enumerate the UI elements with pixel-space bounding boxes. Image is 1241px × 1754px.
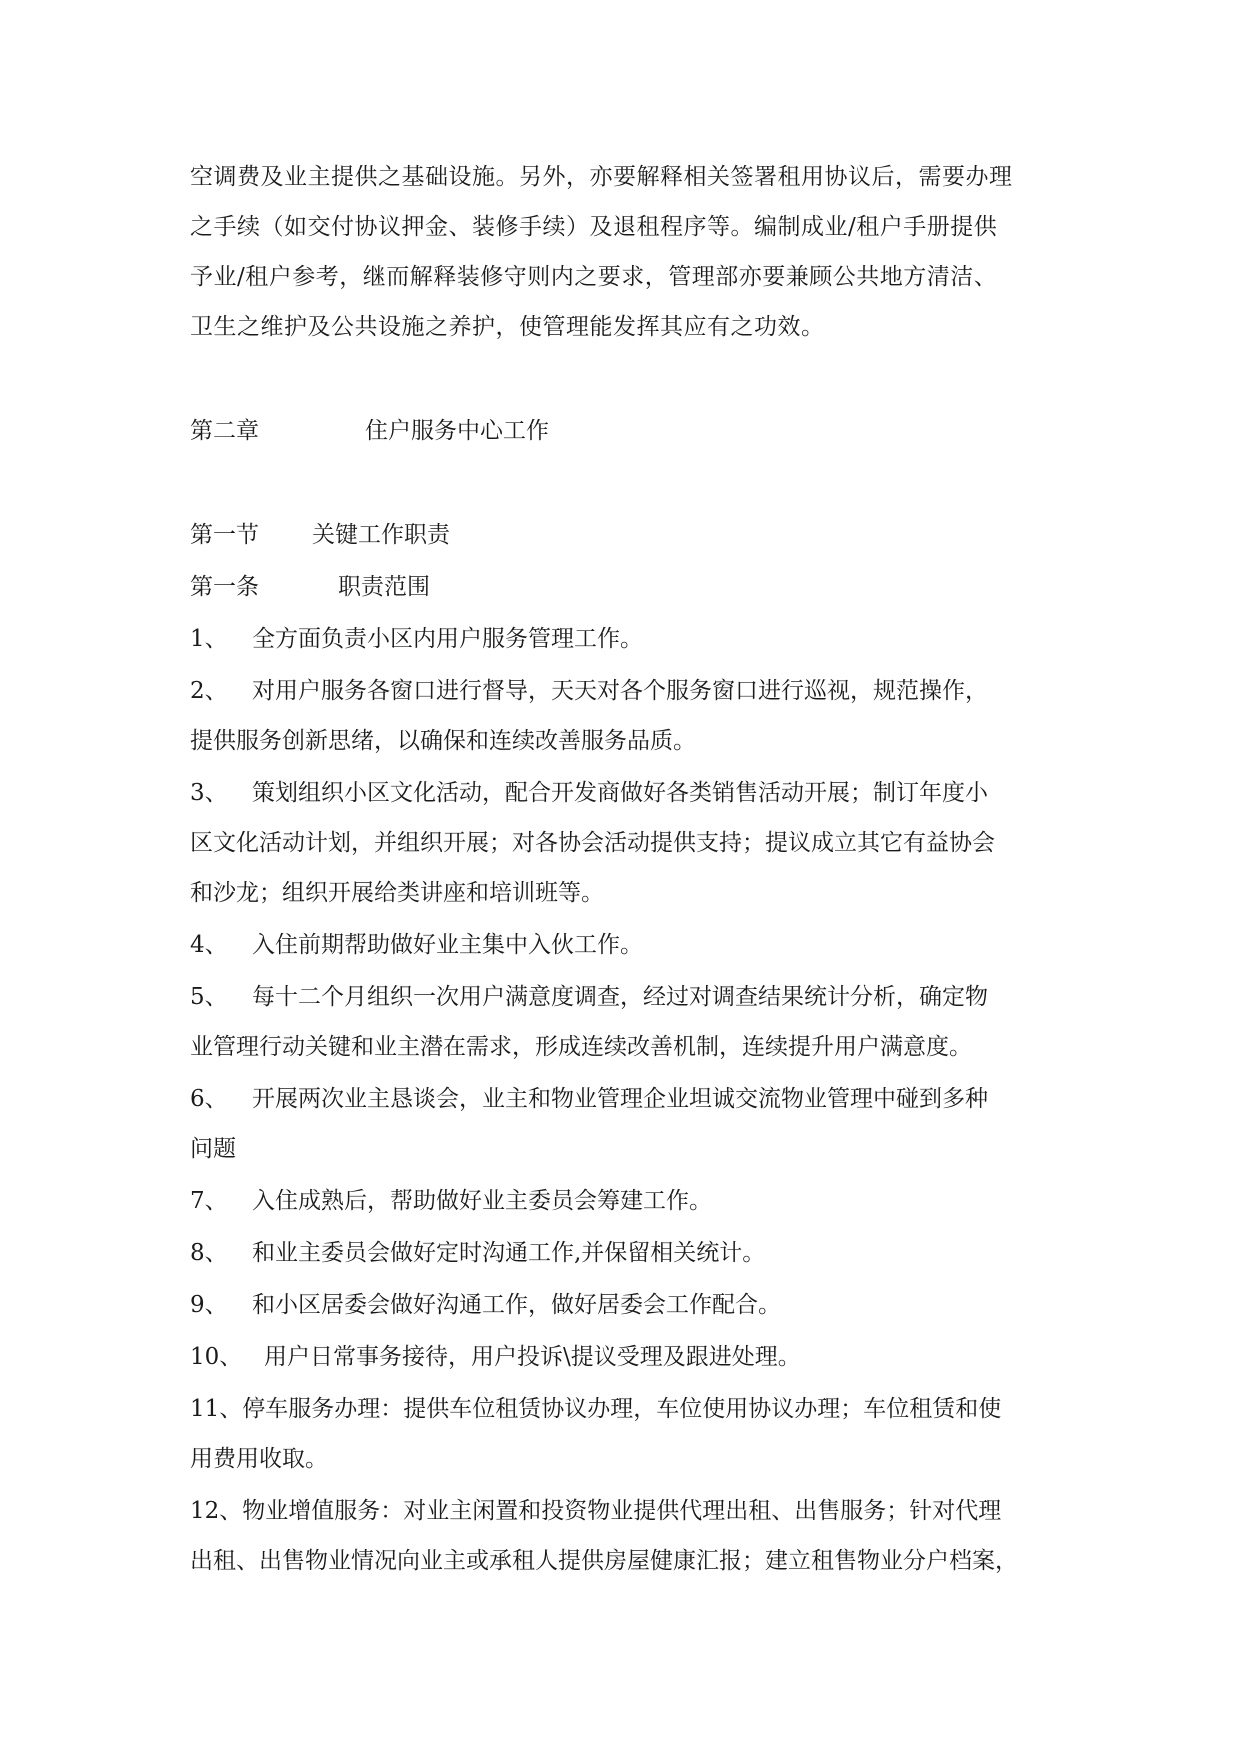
list-item bbox=[190, 1238, 1070, 1268]
item-continuation: 问题 bbox=[190, 1136, 236, 1162]
item-continuation: 用费用收取。 bbox=[190, 1446, 328, 1472]
item-number: 9、 bbox=[190, 1292, 228, 1318]
section-heading bbox=[190, 520, 450, 550]
intro-line: 予业/租户参考，继而解释装修守则内之要求，管理部亦要兼顾公共地方清洁、 bbox=[190, 264, 998, 290]
item-text: 策划组织小区文化活动，配合开发商做好各类销售活动开展；制订年度小 bbox=[252, 780, 988, 806]
item-text: 入住成熟后，帮助做好业主委员会筹建工作。 bbox=[252, 1188, 712, 1214]
item-continuation: 提供服务创新思绪，以确保和连续改善服务品质。 bbox=[190, 728, 696, 754]
item-number: 5、 bbox=[190, 984, 228, 1010]
chapter-label: 第二章 bbox=[190, 418, 259, 444]
list-item bbox=[190, 624, 1070, 654]
intro-line: 之手续（如交付协议押金、装修手续）及退租程序等。编制成业/租户手册提供 bbox=[190, 214, 998, 240]
list-item bbox=[190, 1496, 1070, 1526]
article-label: 第一条 bbox=[190, 574, 259, 600]
list-item bbox=[190, 778, 1070, 808]
item-text: 物业增值服务：对业主闲置和投资物业提供代理出租、出售服务；针对代理 bbox=[242, 1498, 1002, 1524]
item-text: 对用户服务各窗口进行督导，天天对各个服务窗口进行巡视，规范操作， bbox=[252, 678, 988, 704]
item-continuation: 和沙龙；组织开展给类讲座和培训班等。 bbox=[190, 880, 604, 906]
list-item bbox=[190, 1394, 1070, 1424]
section-label: 第一节 bbox=[190, 522, 259, 548]
item-continuation: 区文化活动计划，并组织开展；对各协会活动提供支持；提议成立其它有益协会 bbox=[190, 830, 995, 856]
item-number: 11、 bbox=[190, 1396, 243, 1422]
section-title: 关键工作职责 bbox=[312, 522, 450, 548]
item-number: 12、 bbox=[190, 1498, 243, 1524]
item-number: 10、 bbox=[190, 1344, 243, 1370]
item-text: 和业主委员会做好定时沟通工作,并保留相关统计。 bbox=[252, 1240, 766, 1266]
article-title: 职责范围 bbox=[338, 574, 430, 600]
item-text: 入住前期帮助做好业主集中入伙工作。 bbox=[252, 932, 643, 958]
item-text: 和小区居委会做好沟通工作，做好居委会工作配合。 bbox=[252, 1292, 781, 1318]
item-text: 停车服务办理：提供车位租赁协议办理，车位使用协议办理；车位租赁和使 bbox=[242, 1396, 1002, 1422]
chapter-title: 住户服务中心工作 bbox=[365, 418, 549, 444]
item-text: 全方面负责小区内用户服务管理工作。 bbox=[252, 626, 643, 652]
item-number: 2、 bbox=[190, 678, 228, 704]
item-number: 4、 bbox=[190, 932, 228, 958]
item-number: 7、 bbox=[190, 1188, 228, 1214]
article-heading bbox=[190, 572, 430, 602]
list-item bbox=[190, 930, 1070, 960]
item-number: 1、 bbox=[190, 626, 228, 652]
list-item bbox=[190, 982, 1070, 1012]
item-text: 每十二个月组织一次用户满意度调查，经过对调查结果统计分析，确定物 bbox=[252, 984, 988, 1010]
item-text: 用户日常事务接待，用户投诉\提议受理及跟进处理。 bbox=[264, 1344, 801, 1370]
item-continuation: 业管理行动关键和业主潜在需求，形成连续改善机制，连续提升用户满意度。 bbox=[190, 1034, 972, 1060]
list-item bbox=[190, 1084, 1070, 1114]
item-number: 8、 bbox=[190, 1240, 228, 1266]
list-item bbox=[190, 1290, 1070, 1320]
list-item bbox=[190, 676, 1070, 706]
item-continuation: 出租、出售物业情况向业主或承租人提供房屋健康汇报；建立租售物业分户档案， bbox=[190, 1548, 1018, 1574]
item-text: 开展两次业主恳谈会，业主和物业管理企业坦诚交流物业管理中碰到多种 bbox=[252, 1086, 988, 1112]
intro-line: 空调费及业主提供之基础设施。另外，亦要解释相关签署租用协议后，需要办理 bbox=[190, 164, 1013, 190]
list-item bbox=[190, 1342, 1070, 1372]
list-item bbox=[190, 1186, 1070, 1216]
item-number: 3、 bbox=[190, 780, 228, 806]
chapter-heading bbox=[190, 416, 549, 446]
item-number: 6、 bbox=[190, 1086, 228, 1112]
intro-line: 卫生之维护及公共设施之养护，使管理能发挥其应有之功效。 bbox=[190, 314, 825, 340]
